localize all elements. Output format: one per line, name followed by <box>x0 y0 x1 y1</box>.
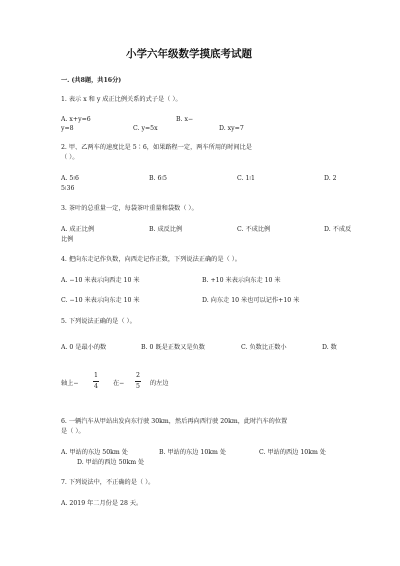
fraction-numerator: 1 <box>94 372 98 379</box>
question-6-option-a: A. 甲站的东边 50km 处 <box>61 449 128 456</box>
question-4-option-d: D. 向东走 10 米也可以记作+10 米 <box>202 297 300 304</box>
question-3-option-c: C. 不成比例 <box>237 226 271 233</box>
question-3-option-d-continued: 比例 <box>61 236 74 243</box>
question-7-option-a: A. 2019 年二月份是 28 天。 <box>61 500 143 507</box>
question-2-option-d: D. 2 <box>324 175 337 182</box>
question-2-option-a: A. 5∶6 <box>61 175 79 182</box>
question-6-stem-line-2: 是（ ）。 <box>61 428 85 435</box>
question-5-option-c: C. 负数比正数小 <box>241 344 287 351</box>
question-6-stem-line-1: 6. 一辆汽车从甲站出发向东行驶 30km，然后再向西行驶 20km，此时汽车的位置 <box>61 418 288 425</box>
question-2-stem-line-2: （ ）。 <box>61 154 79 161</box>
question-2-option-c: C. 1∶1 <box>237 175 255 182</box>
question-5-text-between: 在− <box>113 380 125 387</box>
question-7-stem: 7. 下列说法中，不正确的是（ ）。 <box>61 479 155 486</box>
fraction-bar <box>93 381 99 382</box>
question-3-stem: 3. 茶叶的总重量一定，每袋茶叶重量和袋数（ ）。 <box>61 205 198 212</box>
question-3-option-b: B. 成反比例 <box>149 226 183 233</box>
question-5-option-b: B. 0 既是正数又是负数 <box>141 344 205 351</box>
question-4-option-c: C. −10 米表示向东走 10 米 <box>61 297 140 304</box>
question-2-option-d-continued: 5∶36 <box>61 185 75 192</box>
page-title: 小学六年级数学摸底考试题 <box>126 48 252 60</box>
fraction-one-quarter <box>91 373 101 390</box>
fraction-denominator: 5 <box>136 382 140 390</box>
question-6-option-b: B. 甲站的东边 10km 处 <box>159 449 227 456</box>
fraction-two-fifths <box>133 373 143 390</box>
question-1-stem: 1. 表示 x 和 y 成正比例关系的式子是（ ）。 <box>61 96 182 103</box>
question-4-option-a: A. −10 米表示向西走 10 米 <box>61 277 140 284</box>
question-4-option-b: B. +10 米表示向东走 10 米 <box>202 277 281 284</box>
question-6-option-d: D. 甲站的西边 50km 处 <box>77 459 145 466</box>
question-5-option-a: A. 0 是最小的数 <box>61 344 107 351</box>
question-3-option-d: D. 不成反 <box>324 226 352 233</box>
question-5-option-d: D. 数 <box>322 344 337 351</box>
fraction-numerator: 2 <box>136 372 140 379</box>
question-3-option-a: A. 成正比例 <box>61 226 95 233</box>
fraction-bar <box>135 381 141 382</box>
question-1-option-b-continued: y=8 <box>61 125 74 132</box>
question-4-stem: 4. 把向东走记作负数，向西走记作正数，下列说法正确的是（ ）。 <box>61 256 241 263</box>
question-5-option-d-continued: 轴上− <box>61 380 79 387</box>
question-2-option-b: B. 6∶5 <box>149 175 167 182</box>
question-5-stem: 5. 下列说法正确的是（ ）。 <box>61 318 136 325</box>
section-heading: 一. (共8题，共16分) <box>61 77 122 84</box>
question-1-option-c: C. y=5x <box>133 125 158 132</box>
question-6-option-c: C. 甲站的西边 10km 处 <box>259 449 326 456</box>
question-1-option-d: D. xy=7 <box>219 125 244 132</box>
question-1-option-b: B. x− <box>176 116 194 123</box>
question-2-stem-line-1: 2. 甲、乙两车的速度比是 5∶6，如果路程一定，两车所用的时间比是 <box>61 144 252 151</box>
question-5-text-end: 的左边 <box>150 380 169 387</box>
fraction-denominator: 4 <box>94 382 98 390</box>
question-1-option-a: A. x+y=6 <box>61 116 91 123</box>
